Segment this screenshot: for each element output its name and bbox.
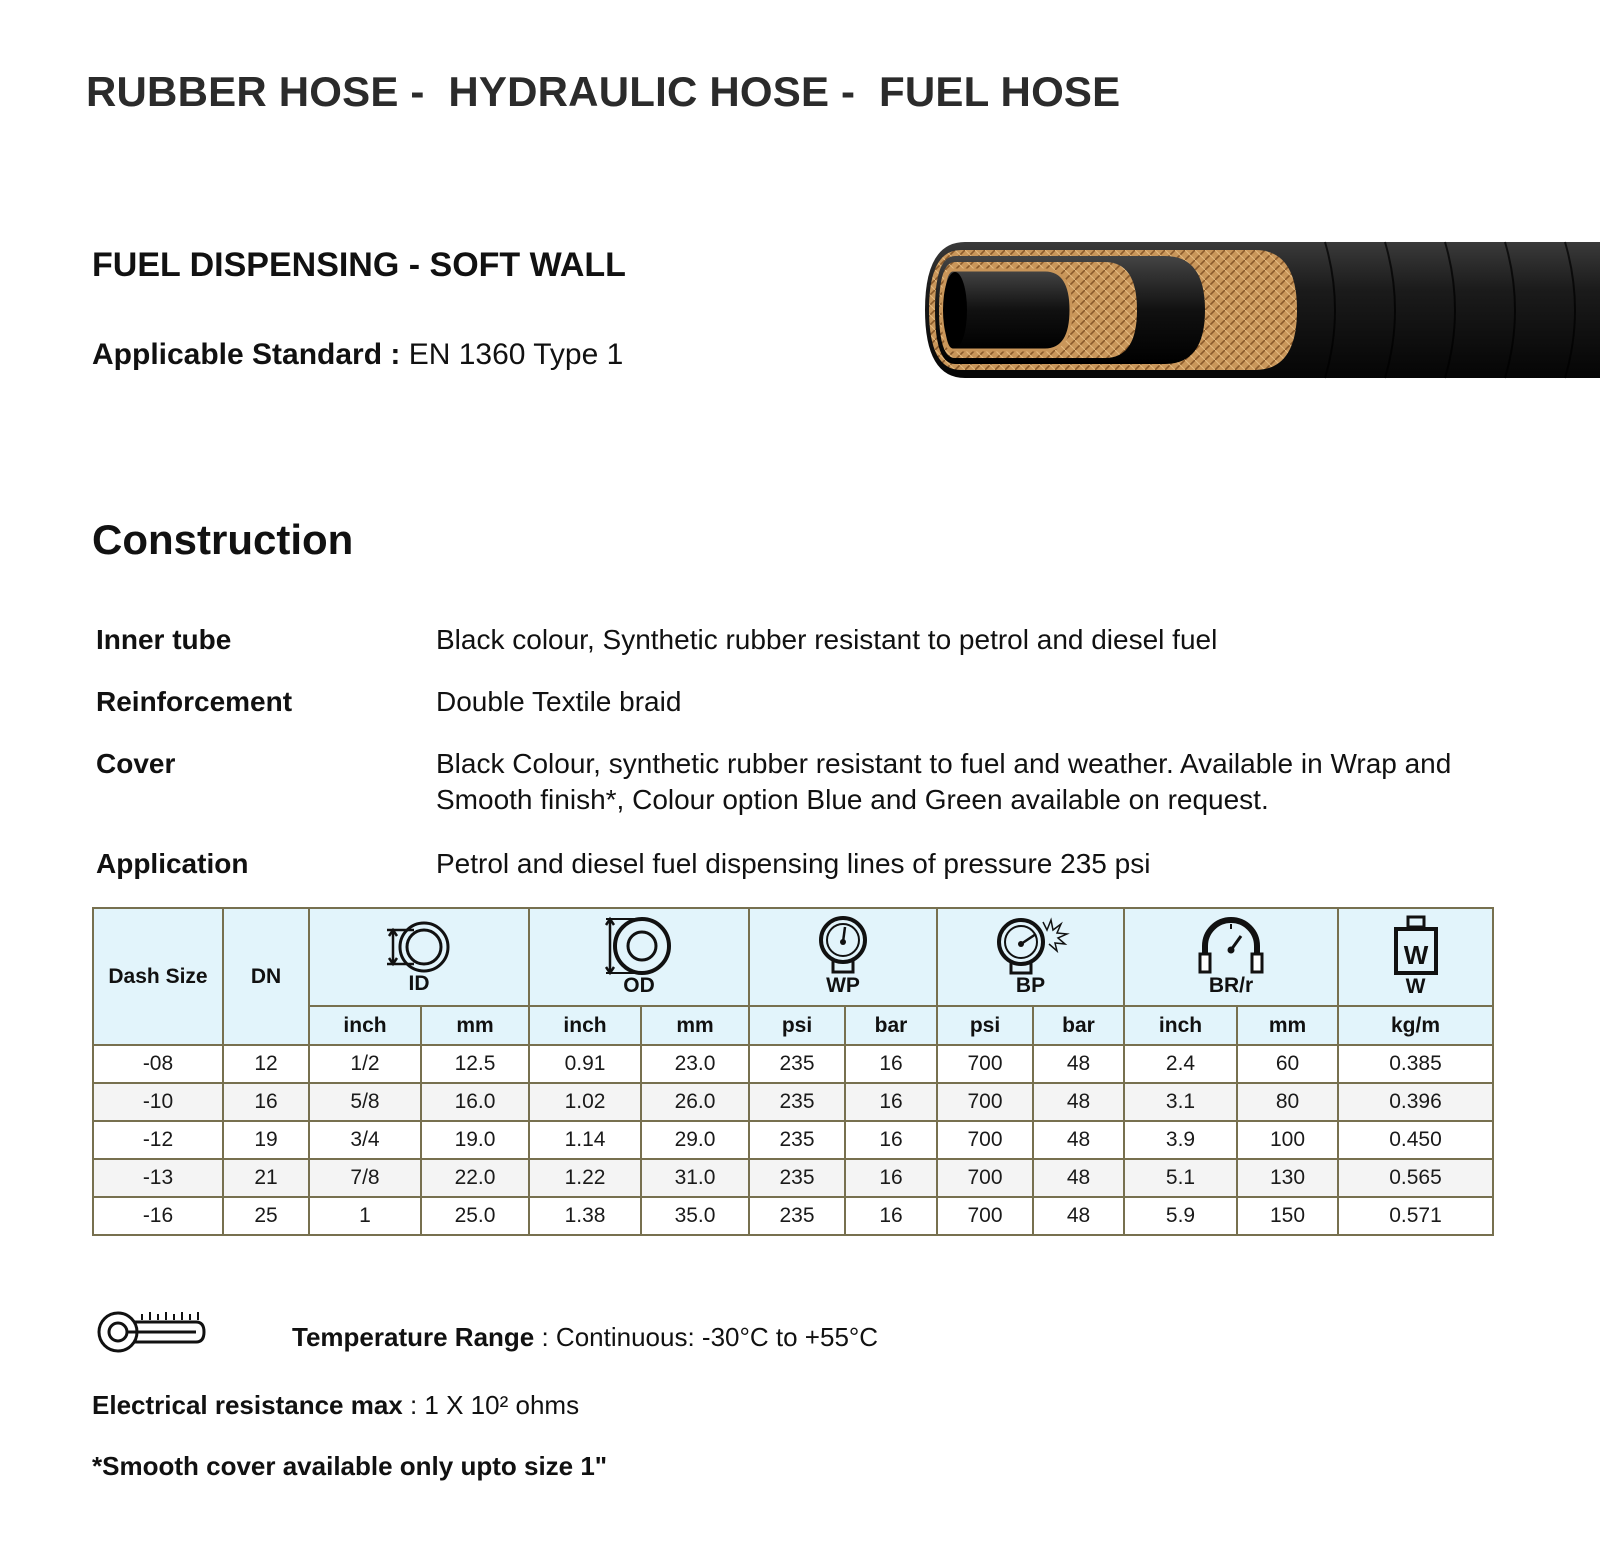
table-cell: 7/8 <box>309 1159 421 1197</box>
table-cell: 235 <box>749 1121 845 1159</box>
header-od-label: OD <box>623 974 655 997</box>
table-row <box>93 1121 1493 1159</box>
unit-cell: bar <box>1033 1006 1124 1045</box>
table-cell: 0.385 <box>1338 1045 1493 1083</box>
table-cell: 31.0 <box>641 1159 749 1197</box>
spec-value: Black colour, Synthetic rubber resistant to petrol and diesel fuel <box>436 624 1218 655</box>
header-wp-label: WP <box>826 974 860 997</box>
unit-cell: psi <box>937 1006 1033 1045</box>
table-cell: 3/4 <box>309 1121 421 1159</box>
header-bp-label: BP <box>1015 974 1046 997</box>
construction-title: Construction <box>92 516 354 563</box>
header-w-label: W <box>1405 975 1426 998</box>
burst-pressure-icon <box>991 916 1071 976</box>
table-cell: 48 <box>1033 1121 1124 1159</box>
temperature-label: Temperature Range <box>292 1322 535 1352</box>
table-cell: 0.450 <box>1338 1121 1493 1159</box>
unit-cell: mm <box>421 1006 529 1045</box>
unit-cell: inch <box>309 1006 421 1045</box>
table-cell: 235 <box>749 1159 845 1197</box>
table-cell: 80 <box>1237 1083 1338 1121</box>
table-cell: 5.9 <box>1124 1197 1237 1235</box>
table-cell: 16 <box>845 1159 937 1197</box>
table-cell: 21 <box>223 1159 309 1197</box>
header-br-label: BR/r <box>1208 974 1254 997</box>
unit-cell: bar <box>845 1006 937 1045</box>
header-od <box>529 908 749 1006</box>
unit-cell: mm <box>641 1006 749 1045</box>
standard-label: Applicable Standard : <box>92 338 401 371</box>
table-cell: 100 <box>1237 1121 1338 1159</box>
table-cell: 5.1 <box>1124 1159 1237 1197</box>
spec-value: Black Colour, synthetic rubber resistant to fuel and weather. Available in Wrap and Smooth finish*, Colour option Blue and Green available on request. <box>436 748 1452 815</box>
table-cell: 5/8 <box>309 1083 421 1121</box>
header-dn: DN <box>223 908 309 1045</box>
table-cell: -12 <box>93 1121 223 1159</box>
table-cell: 150 <box>1237 1197 1338 1235</box>
header-dash-size: Dash Size <box>93 908 223 1045</box>
electrical-resistance <box>92 1390 579 1421</box>
table-cell: 2.4 <box>1124 1045 1237 1083</box>
header-w <box>1338 908 1493 1006</box>
table-cell: 235 <box>749 1197 845 1235</box>
table-cell: 1.02 <box>529 1083 641 1121</box>
spec-value: Double Textile braid <box>436 686 682 717</box>
table-cell: 16 <box>845 1083 937 1121</box>
electrical-label: Electrical resistance max <box>92 1390 403 1420</box>
table-cell: -08 <box>93 1045 223 1083</box>
table-cell: 25 <box>223 1197 309 1235</box>
table-row <box>93 1159 1493 1197</box>
bend-radius-icon <box>1195 916 1267 976</box>
table-cell: 25.0 <box>421 1197 529 1235</box>
weight-icon <box>1391 915 1441 977</box>
unit-cell: inch <box>1124 1006 1237 1045</box>
table-cell: 0.565 <box>1338 1159 1493 1197</box>
table-cell: 235 <box>749 1083 845 1121</box>
table-cell: 0.91 <box>529 1045 641 1083</box>
product-title: FUEL DISPENSING - SOFT WALL <box>92 246 626 284</box>
table-cell: 48 <box>1033 1197 1124 1235</box>
inner-diameter-icon <box>384 918 454 974</box>
standard-value: EN 1360 Type 1 <box>400 338 624 371</box>
applicable-standard <box>92 338 623 372</box>
table-cell: 12.5 <box>421 1045 529 1083</box>
page-title: RUBBER HOSE - HYDRAULIC HOSE - FUEL HOSE <box>86 68 1121 115</box>
table-cell: 1/2 <box>309 1045 421 1083</box>
unit-cell: psi <box>749 1006 845 1045</box>
table-cell: 700 <box>937 1121 1033 1159</box>
unit-cell: kg/m <box>1338 1006 1493 1045</box>
header-wp <box>749 908 937 1006</box>
table-cell: 1.22 <box>529 1159 641 1197</box>
table-cell: 19.0 <box>421 1121 529 1159</box>
table-cell: 19 <box>223 1121 309 1159</box>
hose-image <box>925 240 1600 390</box>
table-cell: 16 <box>845 1121 937 1159</box>
table-cell: 700 <box>937 1197 1033 1235</box>
spec-label: Reinforcement <box>96 686 293 717</box>
table-cell: 3.1 <box>1124 1083 1237 1121</box>
table-cell: 700 <box>937 1045 1033 1083</box>
temperature-text <box>292 1322 878 1353</box>
temperature-value: : Continuous: -30°C to +55°C <box>534 1322 879 1352</box>
table-cell: 16 <box>845 1045 937 1083</box>
table-cell: 12 <box>223 1045 309 1083</box>
outer-diameter-icon <box>604 916 674 976</box>
table-row <box>93 1197 1493 1235</box>
table-cell: 48 <box>1033 1083 1124 1121</box>
table-cell: 700 <box>937 1083 1033 1121</box>
table-cell: 26.0 <box>641 1083 749 1121</box>
table-cell: 235 <box>749 1045 845 1083</box>
table-cell: 35.0 <box>641 1197 749 1235</box>
svg-text:W: W <box>1403 940 1428 970</box>
table-cell: 16 <box>223 1083 309 1121</box>
spec-label: Inner tube <box>96 624 232 655</box>
table-cell: -16 <box>93 1197 223 1235</box>
table-cell: 16 <box>845 1197 937 1235</box>
table-cell: 16.0 <box>421 1083 529 1121</box>
table-cell: 48 <box>1033 1045 1124 1083</box>
table-cell: 0.571 <box>1338 1197 1493 1235</box>
specification-table <box>92 907 1494 1236</box>
table-row <box>93 1045 1493 1083</box>
unit-cell: mm <box>1237 1006 1338 1045</box>
pressure-gauge-icon <box>813 916 873 976</box>
table-cell: 23.0 <box>641 1045 749 1083</box>
header-bp <box>937 908 1124 1006</box>
unit-cell: inch <box>529 1006 641 1045</box>
spec-value: Petrol and diesel fuel dispensing lines of pressure 235 psi <box>436 848 1151 879</box>
thermometer-icon <box>96 1308 206 1356</box>
header-id <box>309 908 529 1006</box>
spec-label: Cover <box>96 748 176 779</box>
table-cell: 22.0 <box>421 1159 529 1197</box>
table-cell: 60 <box>1237 1045 1338 1083</box>
table-cell: 1.14 <box>529 1121 641 1159</box>
table-cell: 3.9 <box>1124 1121 1237 1159</box>
table-cell: -13 <box>93 1159 223 1197</box>
table-cell: 29.0 <box>641 1121 749 1159</box>
electrical-value: : 1 X 10² ohms <box>402 1390 580 1420</box>
table-cell: 1 <box>309 1197 421 1235</box>
smooth-cover-note: *Smooth cover available only upto size 1" <box>92 1451 608 1481</box>
header-id-label: ID <box>408 972 430 995</box>
table-row <box>93 1083 1493 1121</box>
table-cell: -10 <box>93 1083 223 1121</box>
table-cell: 1.38 <box>529 1197 641 1235</box>
table-cell: 130 <box>1237 1159 1338 1197</box>
table-cell: 700 <box>937 1159 1033 1197</box>
header-br <box>1124 908 1338 1006</box>
spec-label: Application <box>96 848 249 879</box>
table-cell: 0.396 <box>1338 1083 1493 1121</box>
table-cell: 48 <box>1033 1159 1124 1197</box>
